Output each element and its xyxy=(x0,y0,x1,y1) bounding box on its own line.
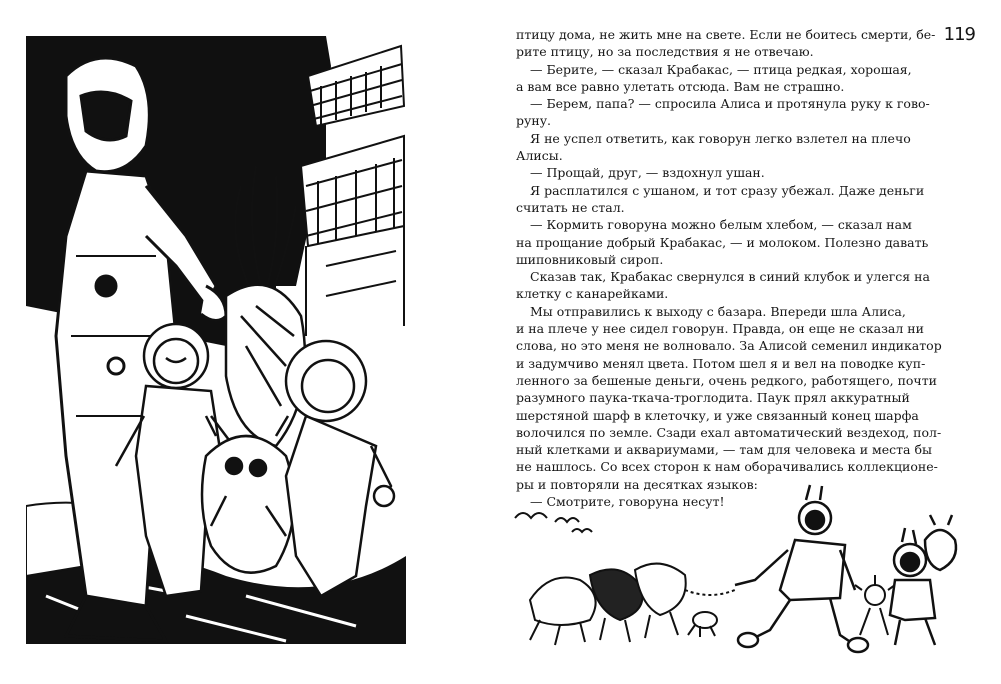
walking-robot xyxy=(735,485,868,652)
text-line: на прощание добрый Крабакас, — и молоком. Полезно давать xyxy=(516,234,929,250)
left-page-illustration xyxy=(26,36,406,644)
body-text xyxy=(516,26,941,510)
text-line: слова, но это меня не волновало. За Алисой семенил индикатор xyxy=(516,338,942,354)
text-line: руну. xyxy=(516,113,552,129)
text-line: рите птицу, но за последствия я не отвечаю. xyxy=(516,44,814,60)
text-line: — Прощай, друг, — вздохнул ушан. xyxy=(530,165,765,181)
text-line: шерстяной шарф в клеточку, и уже связанный конец шарфа xyxy=(516,407,919,423)
text-line: — Берите, — сказал Крабакас, — птица редкая, хорошая, xyxy=(530,61,912,77)
text-line: — Смотрите, говоруна несут! xyxy=(530,494,725,510)
text-line: разумного паука-ткача-троглодита. Паук прял аккуратный xyxy=(516,390,910,406)
text-line: и задумчиво менял цвета. Потом шел я и вел на поводке куп- xyxy=(516,355,926,371)
spider-weaver-creatures xyxy=(530,564,735,645)
text-line: Мы отправились к выходу с базара. Впереди шла Алиса, xyxy=(530,303,906,319)
procession-drawing xyxy=(510,480,970,660)
text-line: и на плече у нее сидел говорун. Правда, он еще не сказал ни xyxy=(516,321,924,337)
small-girl-astronaut xyxy=(890,515,956,645)
text-line: птицу дома, не жить мне на свете. Если не боитесь смерти, бе- xyxy=(516,27,936,42)
text-line: а вам все равно улетать отсюда. Вам не страшно. xyxy=(516,78,845,94)
text-line: Сказав так, Крабакас свернулся в синий клубок и улегся на xyxy=(530,269,930,285)
text-line: — Берем, папа? — спросила Алиса и протянула руку к гово- xyxy=(530,96,930,112)
text-line: клетку с канарейками. xyxy=(516,286,669,302)
text-line: считать не стал. xyxy=(516,199,625,215)
indicator-creature xyxy=(855,575,895,635)
text-line: волочился по земле. Сзади ехал автоматический вездеход, пол- xyxy=(516,424,942,440)
text-line: шиповниковый сироп. xyxy=(516,251,664,267)
text-line: ры и повторяли на десятках языков: xyxy=(516,476,758,492)
text-line: не нашлось. Со всех сторон к нам оборачивались коллекционе- xyxy=(516,459,938,475)
astronauts-alien-plant-illustration xyxy=(26,36,406,644)
page-number: 119 xyxy=(943,24,975,45)
text-line: Алисы. xyxy=(516,148,563,164)
small-spider xyxy=(688,612,717,637)
text-line: Я не успел ответить, как говорун легко взлетел на плечо xyxy=(530,130,911,146)
text-line: ный клетками и аквариумами, — там для человека и места бы xyxy=(516,442,932,458)
text-line: — Кормить говоруна можно белым хлебом, — сказал нам xyxy=(530,217,912,233)
birds xyxy=(515,513,592,532)
procession-illustration xyxy=(510,480,970,660)
text-line: Я расплатился с ушаном, и тот сразу убежал. Даже деньги xyxy=(530,182,925,198)
text-line: ленного за бешеные деньги, очень редкого, работящего, почти xyxy=(516,372,937,388)
